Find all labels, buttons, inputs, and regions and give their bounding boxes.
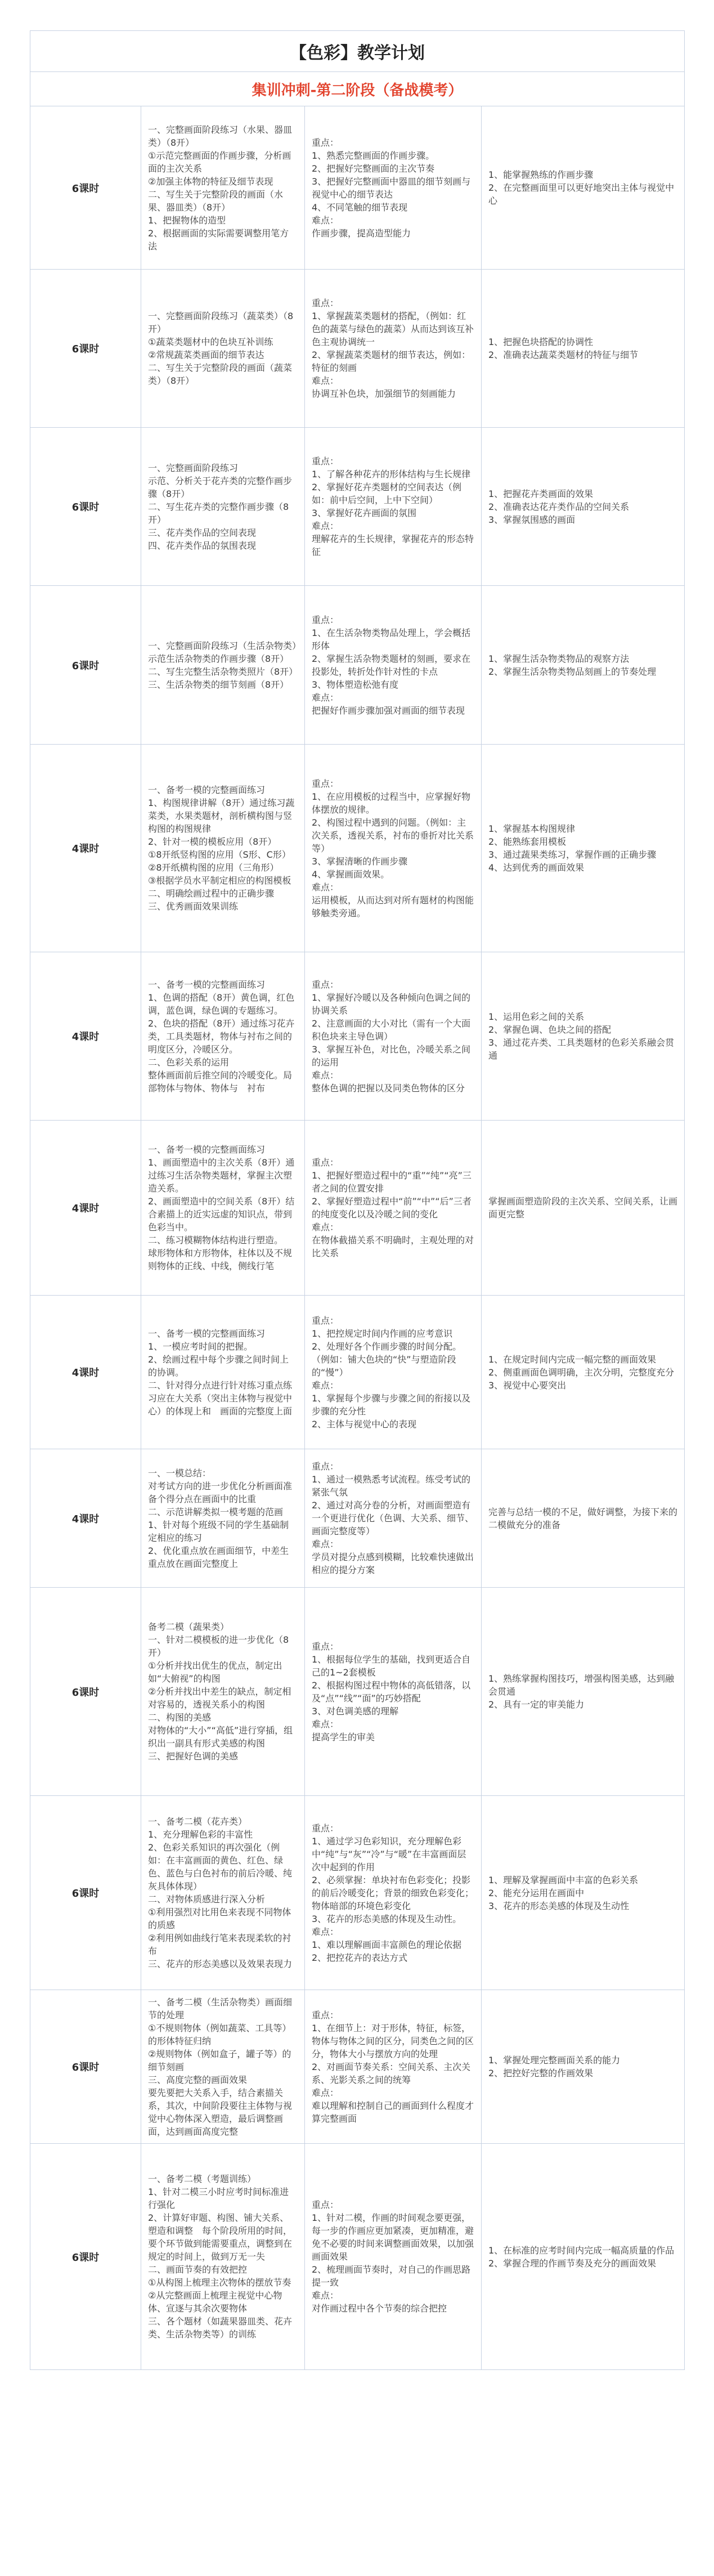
content-line: 2、色彩关系知识的再次强化（例如：在丰富画面的黄色、红色、绿色、蓝色与白色衬布的前后冷暖、纯灰具体体现） bbox=[148, 1842, 293, 1892]
content-text-block bbox=[141, 1811, 304, 1975]
content-line: 二、示范讲解类拟一模考题的范画 bbox=[148, 1506, 284, 1517]
focus-line: 把握好作画步骤加强对画面的细节表现 bbox=[312, 705, 465, 716]
focus-line: 协调互补色块，加强细节的刻画能力 bbox=[312, 388, 456, 399]
goal-line: 2、侧重画面色调明确，主次分明，完整度充分 bbox=[488, 1367, 675, 1378]
plan-row bbox=[30, 1588, 685, 1796]
plan-row bbox=[30, 586, 685, 745]
page-title: 【色彩】教学计划 bbox=[30, 31, 685, 72]
content-line: 二、对物体质感进行深入分析 bbox=[148, 1894, 266, 1905]
focus-line: 重点： bbox=[312, 137, 339, 148]
teaching-plan-table bbox=[30, 30, 685, 2370]
goal-line: 1、在标准的应考时间内完成一幅高质量的作品 bbox=[488, 2245, 675, 2256]
goal-line: 2、准确表达蔬菜类题材的特征与细节 bbox=[488, 350, 639, 360]
content-line: 2、优化重点放在画面细节，中差生重点放在画面完整度上 bbox=[148, 1545, 289, 1569]
content-line: ①不规则物体（例如蔬菜、工具等）的形体特征归纳 bbox=[148, 2022, 291, 2046]
title-row bbox=[30, 31, 685, 72]
focus-line: 难点： bbox=[312, 1379, 339, 1391]
content-line: 一、完整画面阶段练习 bbox=[148, 462, 239, 473]
goal-line: 1、把握花卉类画面的效果 bbox=[488, 488, 594, 499]
focus-line: 2、对画面节奏关系：空间关系、主次关系、光影关系之间的统筹 bbox=[312, 2061, 471, 2085]
goal-line: 2、能充分运用在画面中 bbox=[488, 1887, 585, 1898]
content-line: 二、明确绘画过程中的正确步骤 bbox=[148, 888, 275, 899]
content-line: 二、练习模糊物体结构进行塑造。 bbox=[148, 1235, 284, 1246]
goal-line: 1、把握色块搭配的协调性 bbox=[488, 337, 594, 347]
focus-difficulty-cell bbox=[305, 1296, 482, 1449]
content-text-block bbox=[141, 635, 304, 696]
content-line: 一、针对二模模板的进一步优化（8开） bbox=[148, 1634, 289, 1658]
focus-line: 3、把握好完整画面中器皿的细节刻画与视觉中心的细节表达 bbox=[312, 176, 471, 200]
learning-goal-cell bbox=[482, 270, 685, 428]
focus-difficulty-cell bbox=[305, 1121, 482, 1296]
plan-row bbox=[30, 428, 685, 586]
plan-row bbox=[30, 270, 685, 428]
content-line: ③根据学员水平制定相应的构图模板 bbox=[148, 875, 291, 886]
goal-line: 1、理解及掌握画面中丰富的色彩关系 bbox=[488, 1874, 639, 1885]
focus-line: 重点： bbox=[312, 979, 339, 990]
content-line: 一、完整画面阶段练习（水果、器皿类）（8开） bbox=[148, 124, 293, 148]
content-text-block bbox=[141, 2168, 304, 2345]
lesson-content-cell bbox=[141, 2144, 305, 2370]
goal-text-block bbox=[482, 164, 684, 212]
content-line: 一、一模总结： bbox=[148, 1467, 212, 1479]
lesson-content-cell bbox=[141, 952, 305, 1121]
content-line: 1、充分理解色彩的丰富性 bbox=[148, 1829, 253, 1840]
focus-line: 1、在生活杂物类物品处理上，学会概括形体 bbox=[312, 627, 471, 651]
goal-text-block bbox=[482, 2239, 684, 2274]
content-line: 1、构图规律讲解（8开）通过练习蔬菜类，水果类题材，剖析横构图与竖构图的构图规律 bbox=[148, 798, 295, 834]
focus-text-block bbox=[305, 2004, 481, 2130]
session-hours: 4课时 bbox=[30, 1121, 141, 1296]
focus-difficulty-cell bbox=[305, 1796, 482, 1990]
goal-line: 1、能掌握熟练的作画步骤 bbox=[488, 169, 594, 180]
content-line: 三、各个题材（如蔬果器皿类、花卉类、生活杂物类等）的训练 bbox=[148, 2316, 293, 2340]
focus-line: 难点： bbox=[312, 2290, 339, 2301]
focus-line: 在物体截描关系不明确时，主观处理的对比关系 bbox=[312, 1235, 474, 1258]
content-line: 二、针对得分点进行针对练习重点练习应在大关系（突出主体物与视觉中心）的体现上和 画面的完整度上面 bbox=[148, 1379, 293, 1417]
goal-line: 3、通过蔬果类练习，掌握作画的正确步骤 bbox=[488, 849, 657, 860]
lesson-content-cell bbox=[141, 586, 305, 745]
lesson-content-cell bbox=[141, 270, 305, 428]
lesson-content-cell bbox=[141, 428, 305, 586]
goal-line: 1、掌握基本构图规律 bbox=[488, 823, 576, 834]
content-line: 二、构图的美感 bbox=[148, 1712, 212, 1723]
goal-line: 1、掌握处理完整画面关系的能力 bbox=[488, 2055, 621, 2066]
focus-line: 重点： bbox=[312, 614, 339, 625]
goal-text-block bbox=[482, 1869, 684, 1917]
learning-goal-cell bbox=[482, 1449, 685, 1588]
focus-line: 1、了解各种花卉的形体结构与生长规律 bbox=[312, 469, 471, 480]
content-line: 一、备考二模（考题训练） bbox=[148, 2174, 257, 2184]
goal-line: 3、视觉中心要突出 bbox=[488, 1379, 567, 1391]
focus-line: 难点： bbox=[312, 1539, 339, 1549]
focus-line: 1、掌握每个步骤与步骤之间的衔接以及步骤的充分性 bbox=[312, 1392, 471, 1417]
focus-text-block bbox=[305, 2194, 481, 2319]
goal-line: 掌握画面塑造阶段的主次关系、空间关系，让画面更完整 bbox=[488, 1196, 678, 1220]
content-line: 二、画面节奏的有效把控 bbox=[148, 2264, 248, 2275]
content-line: 整体画面前后推空间的冷暖变化。局部物体与物体、物体与 衬布 bbox=[148, 1069, 293, 1094]
goal-line: 3、通过花卉类、工具类题材的色彩关系融会贯通 bbox=[488, 1037, 675, 1061]
focus-line: 4、掌握画面效果。 bbox=[312, 868, 390, 880]
content-line: ②从完整画面上梳理主视觉中心物体、宣逐与其余次要物体 bbox=[148, 2290, 282, 2314]
goal-line: 完善与总结一模的不足，做好调整，为接下来的二模做充分的准备 bbox=[488, 1506, 678, 1530]
focus-line: 提高学生的审美 bbox=[312, 1731, 375, 1742]
focus-line: 对作画过程中各个节奏的综合把控 bbox=[312, 2303, 447, 2314]
focus-line: 重点： bbox=[312, 1315, 339, 1326]
plan-row bbox=[30, 106, 685, 270]
plan-row bbox=[30, 1990, 685, 2144]
plan-row bbox=[30, 1296, 685, 1449]
focus-line: 重点： bbox=[312, 1641, 339, 1652]
plan-row bbox=[30, 745, 685, 952]
content-line: 1、针对每个班级不同的学生基础制定相应的练习 bbox=[148, 1519, 289, 1543]
content-line: ①蔬菜类题材中的色块互补训练 bbox=[148, 337, 273, 347]
focus-line: 2、掌握好塑造过程中“前”“中”“后”三者的纯度变化以及冷暖之间的变化 bbox=[312, 1196, 471, 1220]
learning-goal-cell bbox=[482, 106, 685, 270]
focus-difficulty-cell bbox=[305, 586, 482, 745]
session-hours: 4课时 bbox=[30, 1449, 141, 1588]
focus-line: 难点： bbox=[312, 375, 339, 386]
focus-line: 重点： bbox=[312, 298, 339, 308]
focus-line: 理解花卉的生长规律，掌握花卉的形态特征 bbox=[312, 534, 474, 557]
focus-difficulty-cell bbox=[305, 106, 482, 270]
content-line: 2、针对一模的模板应用（8开） bbox=[148, 836, 277, 847]
learning-goal-cell bbox=[482, 2144, 685, 2370]
content-text-block bbox=[141, 779, 304, 917]
focus-line: 2、主体与视觉中心的表现 bbox=[312, 1418, 417, 1430]
focus-line: 2、掌握生活杂物类题材的刻画，要求在投影处，转折处作针对性的卡点 bbox=[312, 653, 471, 677]
focus-line: 2、梳理画面节奏时，对自己的作画思路提一致 bbox=[312, 2264, 471, 2288]
learning-goal-cell bbox=[482, 952, 685, 1121]
goal-line: 1、熟练掌握构图技巧，增强构图美感，达到融会贯通 bbox=[488, 1673, 675, 1697]
lesson-content-cell bbox=[141, 1296, 305, 1449]
focus-line: 1、把握好塑造过程中的“重”“纯”“亮”三者之间的位置安排 bbox=[312, 1170, 471, 1194]
focus-line: 3、掌握好花卉画面的氛围 bbox=[312, 508, 417, 518]
content-line: 一、备考一模的完整画面练习 bbox=[148, 979, 266, 990]
goal-line: 2、在完整画面里可以更好地突出主体与视觉中心 bbox=[488, 182, 675, 206]
focus-text-block bbox=[305, 1817, 481, 1969]
content-line: 1、画面塑造中的主次关系（8开）通过练习生活杂物类题材，掌握主次塑造关系。 bbox=[148, 1157, 295, 1194]
content-line: 要先要把大关系入手，结合素描关系，其次，中间阶段要往主体物与视觉中心物体深入塑造，最后调整画面，达到画面高度完整 bbox=[148, 2087, 293, 2137]
content-line: 三、把握好色调的美感 bbox=[148, 1751, 239, 1762]
content-line: 二、写生关于完整阶段的画面（水果、器皿类）（8开） bbox=[148, 189, 284, 213]
focus-difficulty-cell bbox=[305, 270, 482, 428]
goal-line: 2、掌握色调、色块之间的搭配 bbox=[488, 1024, 612, 1035]
content-line: ①8开纸竖构图的应用（S形、C形） bbox=[148, 849, 291, 860]
content-line: 二、写生关于完整阶段的画面（蔬菜类）（8开） bbox=[148, 362, 293, 386]
goal-text-block bbox=[482, 483, 684, 531]
content-line: 一、备考一模的完整画面练习 bbox=[148, 1144, 266, 1155]
focus-line: 3、对色调美感的理解 bbox=[312, 1705, 399, 1717]
content-line: ②分析并找出中差生的缺点，制定相对容易的，透视关系小的构图 bbox=[148, 1686, 291, 1710]
goal-line: 1、运用色彩之间的关系 bbox=[488, 1011, 585, 1022]
content-line: 2、计算好审题、构图、铺大关系、塑造和调整 每个阶段所用的时间，要个环节做到能需要重点，调整到在规定的时间上，做到万无一失 bbox=[148, 2212, 293, 2262]
lesson-content-cell bbox=[141, 1588, 305, 1796]
goal-line: 2、具有一定的审美能力 bbox=[488, 1699, 585, 1710]
plan-row bbox=[30, 1796, 685, 1990]
lesson-content-cell bbox=[141, 1121, 305, 1296]
goal-line: 2、把控好完整的作画效果 bbox=[488, 2068, 594, 2078]
content-line: 一、备考二模（花卉类） bbox=[148, 1816, 248, 1827]
content-text-block bbox=[141, 305, 304, 392]
content-line: 二、色彩关系的运用 bbox=[148, 1056, 230, 1068]
goal-line: 2、准确表达花卉类作品的空间关系 bbox=[488, 501, 630, 512]
focus-difficulty-cell bbox=[305, 1449, 482, 1588]
content-line: 示范、分析关于花卉类的完整作画步骤（8开） bbox=[148, 475, 293, 499]
focus-text-block bbox=[305, 1152, 481, 1264]
focus-text-block bbox=[305, 1455, 481, 1581]
content-line: ②常规蔬菜类画面的细节表达 bbox=[148, 350, 264, 360]
lesson-content-cell bbox=[141, 745, 305, 952]
content-line: 二、写生完整生活杂物类照片（8开） bbox=[148, 666, 298, 677]
learning-goal-cell bbox=[482, 1990, 685, 2144]
focus-line: 重点： bbox=[312, 778, 339, 789]
focus-line: 1、在细节上：对于形体，特征，标签，物体与物体之间的区分，同类色之间的区分，物体大小与摆放方向的处理 bbox=[312, 2022, 474, 2059]
content-line: 三、优秀画面效果训练 bbox=[148, 901, 239, 912]
goal-text-block bbox=[482, 648, 684, 683]
focus-line: 学员对提分点感到模糊，比较难快速做出相应的提分方案 bbox=[312, 1552, 474, 1575]
focus-line: 难点： bbox=[312, 1718, 339, 1730]
plan-row bbox=[30, 2144, 685, 2370]
content-text-block bbox=[141, 1462, 304, 1575]
learning-goal-cell bbox=[482, 745, 685, 952]
focus-line: 难点： bbox=[312, 2087, 339, 2098]
content-line: ②规则物体（例如盒子，罐子等）的细节刻画 bbox=[148, 2048, 291, 2072]
focus-line: 2、注意画面的大小对比（需有一个大面积色块来主导色调） bbox=[312, 1018, 471, 1042]
content-line: ②8开纸横构图的应用（三角形） bbox=[148, 862, 279, 873]
focus-difficulty-cell bbox=[305, 2144, 482, 2370]
goal-line: 1、掌握生活杂物类物品的观察方法 bbox=[488, 653, 630, 664]
content-line: 三、花卉的形态美感以及效果表现力 bbox=[148, 1959, 293, 1969]
goal-line: 4、达到优秀的画面效果 bbox=[488, 862, 585, 873]
content-line: ①利用强烈对比用色来表现不同物体的质感 bbox=[148, 1907, 291, 1930]
session-hours: 6课时 bbox=[30, 1990, 141, 2144]
focus-line: 重点： bbox=[312, 1822, 339, 1834]
content-line: ②利用例如曲线行笔来表现柔软的衬布 bbox=[148, 1933, 291, 1956]
focus-line: 1、掌握蔬菜类题材的搭配，（例如：红色的蔬菜与绿色的蔬菜）从而达到该互补色主观协调统一 bbox=[312, 311, 474, 347]
focus-line: 4、不同笔触的细节表现 bbox=[312, 201, 408, 213]
session-hours: 6课时 bbox=[30, 586, 141, 745]
focus-line: 3、掌握清晰的作画步骤 bbox=[312, 855, 408, 867]
focus-line: 2、必须掌握：单块衬布色彩变化；投影的前后冷暖变化；背景的细致色彩变化；物体暗部的环境色彩变化 bbox=[312, 1874, 474, 1911]
focus-line: 1、针对二模，作画的时间观念要更强，每一步的作画应更加紧凑，更加精准，避免不必要的时间来调整画面效果，以加强画面效果 bbox=[312, 2212, 474, 2262]
focus-text-block bbox=[305, 773, 481, 924]
lesson-content-cell bbox=[141, 1449, 305, 1588]
goal-line: 2、掌握合理的作画节奏及充分的画面效果 bbox=[488, 2257, 657, 2269]
goal-line: 2、能熟练套用模板 bbox=[488, 836, 567, 847]
session-hours: 6课时 bbox=[30, 2144, 141, 2370]
goal-text-block bbox=[482, 2049, 684, 2084]
focus-line: 1、根据每位学生的基础，找到更适合自己的1~2套模板 bbox=[312, 1654, 471, 1678]
content-line: ①分析并找出优生的优点，制定出如“大俯视”的构图 bbox=[148, 1660, 282, 1684]
session-hours: 6课时 bbox=[30, 1796, 141, 1990]
content-line: ②加强主体物的特征及细节表现 bbox=[148, 176, 273, 187]
content-line: 球形物体和方形物体，柱体以及不规则物体的正线、中线，侧线行笔 bbox=[148, 1248, 293, 1271]
focus-line: 难点： bbox=[312, 214, 339, 226]
content-line: 对物体的“大小”“高低”进行穿插，组织出一副具有形式美感的构图 bbox=[148, 1725, 293, 1749]
goal-text-block bbox=[482, 1501, 684, 1536]
focus-difficulty-cell bbox=[305, 428, 482, 586]
focus-line: 1、通过一模熟悉考试流程。练受考试的紧张气氛 bbox=[312, 1474, 471, 1498]
content-line: 备考二模（蔬果类） bbox=[148, 1621, 230, 1632]
goal-text-block bbox=[482, 1349, 684, 1396]
content-line: 1、针对二模三小时应考时间标准进行强化 bbox=[148, 2187, 289, 2210]
focus-line: 3、掌握互补色，对比色，冷暖关系之间的运用 bbox=[312, 1043, 471, 1068]
focus-line: 作画步骤，提高造型能力 bbox=[312, 227, 411, 239]
focus-line: 2、把控花卉的表达方式 bbox=[312, 1952, 408, 1963]
lesson-content-cell bbox=[141, 1796, 305, 1990]
focus-difficulty-cell bbox=[305, 1588, 482, 1796]
learning-goal-cell bbox=[482, 428, 685, 586]
focus-line: 1、通过学习色彩知识，充分理解色彩中“纯”与“灰”“冷”与“暖”在丰富画面层次中起到的作用 bbox=[312, 1835, 466, 1872]
content-line: 三、高度完整的画面效果 bbox=[148, 2074, 248, 2085]
content-line: 一、备考一模的完整画面练习 bbox=[148, 785, 266, 795]
focus-line: 难点： bbox=[312, 1069, 339, 1081]
content-text-block bbox=[141, 974, 304, 1099]
learning-goal-cell bbox=[482, 586, 685, 745]
goal-line: 3、掌握氛围感的画面 bbox=[488, 514, 576, 525]
session-hours: 4课时 bbox=[30, 1296, 141, 1449]
session-hours: 4课时 bbox=[30, 952, 141, 1121]
content-line: 2、绘画过程中每个步骤之间时间上的协调。 bbox=[148, 1354, 289, 1378]
focus-text-block bbox=[305, 609, 481, 722]
content-text-block bbox=[141, 457, 304, 557]
content-line: 2、根据画面的实际需要调整用笔方法 bbox=[148, 227, 289, 252]
stage-subtitle: 集训冲刺-第二阶段（备战模考） bbox=[30, 72, 685, 106]
content-line: 1、把握物体的造型 bbox=[148, 214, 226, 226]
focus-line: 3、物体塑造松弛有度 bbox=[312, 679, 399, 690]
focus-line: 2、根据构图过程中物体的高低错落，以及“点”“线”“面”的巧妙搭配 bbox=[312, 1679, 471, 1704]
session-hours: 6课时 bbox=[30, 106, 141, 270]
focus-line: 1、难以理解画面丰富颜色的理论依据 bbox=[312, 1939, 462, 1950]
session-hours: 6课时 bbox=[30, 270, 141, 428]
goal-text-block bbox=[482, 1190, 684, 1225]
focus-line: 重点： bbox=[312, 2009, 339, 2021]
session-hours: 4课时 bbox=[30, 745, 141, 952]
focus-line: 1、掌握好冷暖以及各种倾向色调之间的协调关系 bbox=[312, 992, 471, 1016]
focus-text-block bbox=[305, 292, 481, 405]
content-line: 三、花卉类作品的空间表现 bbox=[148, 527, 257, 538]
focus-line: 3、花卉的形态美感的体现及生动性。 bbox=[312, 1913, 462, 1924]
focus-line: 1、熟悉完整画面的作画步骤。 bbox=[312, 150, 435, 161]
goal-line: 1、在规定时间内完成一幅完整的画面效果 bbox=[488, 1354, 657, 1365]
session-hours: 6课时 bbox=[30, 428, 141, 586]
focus-text-block bbox=[305, 1310, 481, 1435]
focus-text-block bbox=[305, 132, 481, 244]
focus-difficulty-cell bbox=[305, 952, 482, 1121]
focus-line: 重点： bbox=[312, 1157, 339, 1168]
subtitle-row bbox=[30, 72, 685, 106]
content-text-block bbox=[141, 1616, 304, 1767]
content-text-block bbox=[141, 119, 304, 257]
focus-line: 重点： bbox=[312, 1461, 339, 1472]
goal-text-block bbox=[482, 818, 684, 879]
focus-line: 重点： bbox=[312, 2199, 339, 2210]
content-text-block bbox=[141, 1139, 304, 1277]
content-line: 一、备考二模（生活杂物类）画面细节的处理 bbox=[148, 1996, 293, 2021]
focus-line: 2、掌握好花卉类题材的空间表达（例如：前中后空间，上中下空间） bbox=[312, 482, 462, 505]
focus-text-block bbox=[305, 974, 481, 1099]
focus-line: 1、在应用模板的过程当中，应掌握好物体摆放的规律。 bbox=[312, 791, 471, 815]
goal-text-block bbox=[482, 1006, 684, 1067]
lesson-content-cell bbox=[141, 1990, 305, 2144]
focus-line: 1、把控规定时间内作画的应考意识 bbox=[312, 1328, 453, 1339]
focus-line: 重点： bbox=[312, 456, 339, 467]
learning-goal-cell bbox=[482, 1121, 685, 1296]
focus-line: 难点： bbox=[312, 881, 339, 893]
focus-line: 2、掌握蔬菜类题材的细节表达，例如：特征的刻画 bbox=[312, 350, 471, 373]
focus-line: 2、把握好完整画面的主次节奏 bbox=[312, 163, 435, 174]
focus-line: 难点： bbox=[312, 1926, 339, 1937]
content-line: 2、色块的搭配（8开）通过练习花卉类，工具类题材，物体与衬布之间的明度区分，冷暖区分。 bbox=[148, 1018, 295, 1055]
content-line: 一、备考一模的完整画面练习 bbox=[148, 1328, 266, 1339]
content-text-block bbox=[141, 1323, 304, 1422]
focus-text-block bbox=[305, 1636, 481, 1748]
content-line: 1、色调的搭配（8开）黄色调，红色调，蓝色调，绿色调的专题练习。 bbox=[148, 992, 295, 1016]
learning-goal-cell bbox=[482, 1296, 685, 1449]
plan-row bbox=[30, 952, 685, 1121]
content-line: 2、画面塑造中的空间关系（8开）结合素描上的近实远虚的知识点，带到色彩当中。 bbox=[148, 1196, 295, 1233]
content-line: 二、写生花卉类的完整作画步骤（8开） bbox=[148, 501, 289, 525]
content-line: 一、完整画面阶段练习（蔬菜类）（8开） bbox=[148, 311, 294, 334]
focus-line: 运用模板，从而达到对所有题材的构图能够触类旁通。 bbox=[312, 894, 474, 919]
session-hours: 6课时 bbox=[30, 1588, 141, 1796]
goal-line: 3、花卉的形态美感的体现及生动性 bbox=[488, 1900, 630, 1911]
focus-line: 难点： bbox=[312, 521, 339, 531]
focus-line: 难点： bbox=[312, 692, 339, 703]
content-line: 1、一模应考时间的把握。 bbox=[148, 1341, 253, 1352]
content-text-block bbox=[141, 1991, 304, 2143]
content-line: ①示范完整画面的作画步骤，分析画面的主次关系 bbox=[148, 150, 291, 174]
focus-difficulty-cell bbox=[305, 745, 482, 952]
focus-line: 难点： bbox=[312, 1222, 339, 1233]
lesson-content-cell bbox=[141, 106, 305, 270]
content-line: ①从构图上梳理主次物体的摆放节奏 bbox=[148, 2277, 291, 2288]
goal-line: 2、掌握生活杂物类物品刻画上的节奏处理 bbox=[488, 666, 657, 677]
content-line: 对考试方向的进一步优化分析画面准备个得分点在画面中的比重 bbox=[148, 1480, 293, 1504]
learning-goal-cell bbox=[482, 1796, 685, 1990]
content-line: 示范生活杂物类的作画步骤（8开） bbox=[148, 653, 289, 664]
focus-line: 难以理解和控制自己的画面到什么程度才算完整画面 bbox=[312, 2100, 474, 2124]
goal-text-block bbox=[482, 331, 684, 366]
focus-line: 2、通过对高分卷的分析，对画面塑造有一个更进行优化（色调、大关系、细节、画面完整度等） bbox=[312, 1500, 474, 1536]
content-line: 一、完整画面阶段练习（生活杂物类） bbox=[148, 640, 302, 651]
plan-row bbox=[30, 1121, 685, 1296]
plan-row bbox=[30, 1449, 685, 1588]
focus-line: 2、构图过程中遇到的问题。（例如：主次关系，透视关系，衬布的垂折对比关系等） bbox=[312, 817, 474, 854]
content-line: 三、生活杂物类的细节刻画（8开） bbox=[148, 679, 289, 690]
focus-text-block bbox=[305, 450, 481, 563]
focus-difficulty-cell bbox=[305, 1990, 482, 2144]
goal-text-block bbox=[482, 1668, 684, 1715]
focus-line: 2、处理好各个作画步骤的时间分配。（例如：铺大色块的“快”与塑造阶段的“慢”） bbox=[312, 1341, 462, 1378]
focus-line: 整体色调的把握以及同类色物体的区分 bbox=[312, 1082, 465, 1094]
content-line: 四、花卉类作品的氛围表现 bbox=[148, 540, 257, 551]
learning-goal-cell bbox=[482, 1588, 685, 1796]
